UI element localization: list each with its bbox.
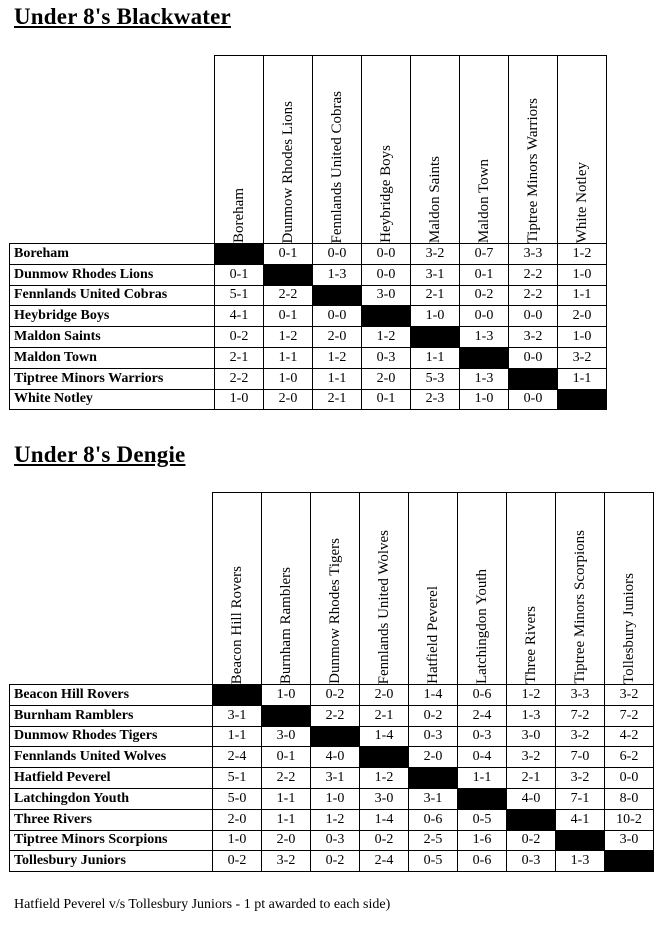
- score-cell: 2-1: [360, 705, 409, 726]
- score-cell: 0-0: [509, 389, 558, 410]
- score-cell: 0-2: [311, 851, 360, 872]
- table-row: [10, 327, 607, 348]
- row-team-name: Latchingdon Youth: [10, 788, 213, 809]
- score-cell: 0-1: [264, 244, 313, 265]
- score-cell: 1-1: [262, 809, 311, 830]
- column-header-label: Heybridge Boys: [378, 145, 394, 243]
- self-match-cell: [409, 768, 458, 789]
- score-cell: 3-2: [507, 747, 556, 768]
- row-team-name: Dunmow Rhodes Tigers: [10, 726, 213, 747]
- score-cell: 1-1: [458, 768, 507, 789]
- score-cell: 8-0: [605, 788, 654, 809]
- column-header-label: Burnham Ramblers: [278, 566, 294, 684]
- results-grid-dengie: [9, 492, 654, 872]
- table-row: [10, 788, 654, 809]
- score-cell: 3-1: [213, 705, 262, 726]
- self-match-cell: [362, 306, 411, 327]
- row-team-name: Dunmow Rhodes Lions: [10, 264, 215, 285]
- score-cell: 2-0: [213, 809, 262, 830]
- score-cell: 2-0: [362, 368, 411, 389]
- score-cell: 2-0: [264, 389, 313, 410]
- column-header-label: Tollesbury Juniors: [621, 572, 637, 684]
- score-cell: 2-4: [213, 747, 262, 768]
- column-header: [458, 493, 507, 685]
- score-cell: 1-3: [460, 368, 509, 389]
- score-cell: 0-3: [507, 851, 556, 872]
- column-header-label: Tiptree Minors Warriors: [525, 97, 541, 243]
- score-cell: 4-1: [556, 809, 605, 830]
- score-cell: 1-2: [264, 327, 313, 348]
- self-match-cell: [458, 788, 507, 809]
- column-header-label: White Notley: [574, 161, 590, 243]
- column-header: [313, 56, 362, 244]
- column-header-label: Dunmow Rhodes Lions: [280, 100, 296, 243]
- score-cell: 3-2: [556, 726, 605, 747]
- score-cell: 1-0: [262, 685, 311, 706]
- score-cell: 1-1: [558, 368, 607, 389]
- results-grid-blackwater: [9, 55, 607, 410]
- column-header-label: Latchingdon Youth: [474, 568, 490, 684]
- column-header-label: Maldon Town: [476, 158, 492, 243]
- self-match-cell: [605, 851, 654, 872]
- score-cell: 0-5: [458, 809, 507, 830]
- score-cell: 1-0: [264, 368, 313, 389]
- score-cell: 1-2: [362, 327, 411, 348]
- score-cell: 2-3: [411, 389, 460, 410]
- score-cell: 5-1: [213, 768, 262, 789]
- score-cell: 0-3: [362, 347, 411, 368]
- score-cell: 0-0: [509, 347, 558, 368]
- score-cell: 3-0: [362, 285, 411, 306]
- score-cell: 2-5: [409, 830, 458, 851]
- score-cell: 0-1: [215, 264, 264, 285]
- column-header-label: Dunmow Rhodes Tigers: [327, 538, 343, 684]
- score-cell: 0-3: [311, 830, 360, 851]
- score-cell: 10-2: [605, 809, 654, 830]
- section-title-blackwater: Under 8's Blackwater: [14, 4, 231, 29]
- column-header-label: Three Rivers: [523, 606, 539, 684]
- score-cell: 2-0: [409, 747, 458, 768]
- section-title-dengie: Under 8's Dengie: [14, 442, 186, 467]
- score-cell: 0-7: [460, 244, 509, 265]
- row-team-name: Fennlands United Wolves: [10, 747, 213, 768]
- column-header: [311, 493, 360, 685]
- score-cell: 3-2: [605, 685, 654, 706]
- row-team-name: Maldon Saints: [10, 327, 215, 348]
- self-match-cell: [509, 368, 558, 389]
- score-cell: 5-1: [215, 285, 264, 306]
- score-cell: 0-5: [409, 851, 458, 872]
- table-row: [10, 389, 607, 410]
- score-cell: 0-4: [458, 747, 507, 768]
- score-cell: 7-1: [556, 788, 605, 809]
- score-cell: 2-0: [313, 327, 362, 348]
- score-cell: 3-1: [411, 264, 460, 285]
- score-cell: 4-1: [215, 306, 264, 327]
- score-cell: 1-2: [313, 347, 362, 368]
- table-row: [10, 726, 654, 747]
- score-cell: 0-1: [460, 264, 509, 285]
- table-row: [10, 851, 654, 872]
- score-cell: 3-3: [556, 685, 605, 706]
- table-row: [10, 685, 654, 706]
- score-cell: 3-0: [262, 726, 311, 747]
- score-cell: 0-2: [360, 830, 409, 851]
- row-team-name: White Notley: [10, 389, 215, 410]
- score-cell: 0-6: [409, 809, 458, 830]
- score-cell: 1-0: [558, 327, 607, 348]
- score-cell: 0-2: [213, 851, 262, 872]
- row-team-name: Boreham: [10, 244, 215, 265]
- score-cell: 1-0: [411, 306, 460, 327]
- table-row: [10, 809, 654, 830]
- score-cell: 1-0: [215, 389, 264, 410]
- score-cell: 1-3: [556, 851, 605, 872]
- score-cell: 0-0: [605, 768, 654, 789]
- table-row: [10, 768, 654, 789]
- column-header: [411, 56, 460, 244]
- score-cell: 1-0: [460, 389, 509, 410]
- score-cell: 0-0: [509, 306, 558, 327]
- score-cell: 5-3: [411, 368, 460, 389]
- table-row: [10, 285, 607, 306]
- score-cell: 1-1: [264, 347, 313, 368]
- column-header: [509, 56, 558, 244]
- column-header: [605, 493, 654, 685]
- score-cell: 2-1: [313, 389, 362, 410]
- score-cell: 1-3: [313, 264, 362, 285]
- score-cell: 7-2: [556, 705, 605, 726]
- column-header: [362, 56, 411, 244]
- score-cell: 1-3: [507, 705, 556, 726]
- table-row: [10, 705, 654, 726]
- score-cell: 3-2: [262, 851, 311, 872]
- score-cell: 0-1: [264, 306, 313, 327]
- score-cell: 3-2: [509, 327, 558, 348]
- score-cell: 1-4: [360, 809, 409, 830]
- row-team-name: Three Rivers: [10, 809, 213, 830]
- score-cell: 1-3: [460, 327, 509, 348]
- table-row: [10, 306, 607, 327]
- score-cell: 1-0: [558, 264, 607, 285]
- table-row: [10, 244, 607, 265]
- score-cell: 0-2: [311, 685, 360, 706]
- score-cell: 0-0: [362, 244, 411, 265]
- score-cell: 2-2: [311, 705, 360, 726]
- self-match-cell: [507, 809, 556, 830]
- corner-blank: [10, 493, 213, 685]
- column-header: [215, 56, 264, 244]
- score-cell: 2-4: [360, 851, 409, 872]
- score-cell: 2-2: [264, 285, 313, 306]
- score-cell: 3-2: [558, 347, 607, 368]
- self-match-cell: [264, 264, 313, 285]
- score-cell: 1-1: [411, 347, 460, 368]
- column-header: [360, 493, 409, 685]
- score-cell: 3-0: [605, 830, 654, 851]
- score-cell: 1-4: [360, 726, 409, 747]
- score-cell: 3-0: [360, 788, 409, 809]
- score-cell: 2-1: [507, 768, 556, 789]
- score-cell: 4-2: [605, 726, 654, 747]
- self-match-cell: [262, 705, 311, 726]
- column-header: [507, 493, 556, 685]
- self-match-cell: [360, 747, 409, 768]
- column-header: [409, 493, 458, 685]
- self-match-cell: [213, 685, 262, 706]
- score-cell: 0-2: [409, 705, 458, 726]
- score-cell: 1-1: [313, 368, 362, 389]
- score-cell: 4-0: [311, 747, 360, 768]
- score-cell: 1-0: [311, 788, 360, 809]
- score-cell: 2-4: [458, 705, 507, 726]
- self-match-cell: [556, 830, 605, 851]
- score-cell: 0-3: [458, 726, 507, 747]
- score-cell: 0-0: [313, 244, 362, 265]
- score-cell: 2-0: [262, 830, 311, 851]
- score-cell: 2-2: [215, 368, 264, 389]
- score-cell: 3-2: [411, 244, 460, 265]
- score-cell: 2-2: [509, 264, 558, 285]
- column-header: [460, 56, 509, 244]
- column-header-label: Tiptree Minors Scorpions: [572, 530, 588, 684]
- score-cell: 1-1: [213, 726, 262, 747]
- column-header-label: Beacon Hill Rovers: [229, 565, 245, 684]
- self-match-cell: [215, 244, 264, 265]
- score-cell: 7-2: [605, 705, 654, 726]
- score-cell: 0-2: [507, 830, 556, 851]
- score-cell: 5-0: [213, 788, 262, 809]
- row-team-name: Fennlands United Cobras: [10, 285, 215, 306]
- score-cell: 1-1: [262, 788, 311, 809]
- score-cell: 2-1: [215, 347, 264, 368]
- score-cell: 0-0: [460, 306, 509, 327]
- score-cell: 3-1: [409, 788, 458, 809]
- score-cell: 1-6: [458, 830, 507, 851]
- score-cell: 2-0: [360, 685, 409, 706]
- score-cell: 2-2: [509, 285, 558, 306]
- score-cell: 1-2: [360, 768, 409, 789]
- score-cell: 2-2: [262, 768, 311, 789]
- score-cell: 3-3: [509, 244, 558, 265]
- score-cell: 0-0: [362, 264, 411, 285]
- column-header-label: Fennlands United Cobras: [329, 90, 345, 243]
- column-header: [262, 493, 311, 685]
- score-cell: 1-1: [558, 285, 607, 306]
- score-cell: 0-1: [262, 747, 311, 768]
- column-header-label: Hatfield Peverel: [425, 586, 441, 684]
- row-team-name: Tiptree Minors Scorpions: [10, 830, 213, 851]
- column-header: [556, 493, 605, 685]
- score-cell: 1-0: [213, 830, 262, 851]
- row-team-name: Maldon Town: [10, 347, 215, 368]
- score-cell: 1-2: [558, 244, 607, 265]
- row-team-name: Burnham Ramblers: [10, 705, 213, 726]
- score-cell: 2-1: [411, 285, 460, 306]
- column-header-label: Boreham: [231, 188, 247, 243]
- footnote: Hatfield Peverel v/s Tollesbury Juniors - 1 pt awarded to each side): [14, 897, 391, 912]
- score-cell: 1-4: [409, 685, 458, 706]
- column-header: [264, 56, 313, 244]
- row-team-name: Tollesbury Juniors: [10, 851, 213, 872]
- self-match-cell: [411, 327, 460, 348]
- score-cell: 0-0: [313, 306, 362, 327]
- table-row: [10, 347, 607, 368]
- score-cell: 0-3: [409, 726, 458, 747]
- row-team-name: Heybridge Boys: [10, 306, 215, 327]
- table-row: [10, 830, 654, 851]
- self-match-cell: [558, 389, 607, 410]
- table-row: [10, 264, 607, 285]
- score-cell: 4-0: [507, 788, 556, 809]
- column-header: [213, 493, 262, 685]
- score-cell: 0-2: [460, 285, 509, 306]
- score-cell: 2-0: [558, 306, 607, 327]
- column-header-label: Fennlands United Wolves: [376, 529, 392, 684]
- table-row: [10, 747, 654, 768]
- row-team-name: Hatfield Peverel: [10, 768, 213, 789]
- self-match-cell: [311, 726, 360, 747]
- row-team-name: Tiptree Minors Warriors: [10, 368, 215, 389]
- score-cell: 0-2: [215, 327, 264, 348]
- score-cell: 0-6: [458, 851, 507, 872]
- score-cell: 3-0: [507, 726, 556, 747]
- score-cell: 0-6: [458, 685, 507, 706]
- score-cell: 7-0: [556, 747, 605, 768]
- row-team-name: Beacon Hill Rovers: [10, 685, 213, 706]
- score-cell: 1-2: [311, 809, 360, 830]
- column-header-label: Maldon Saints: [427, 155, 443, 243]
- score-cell: 6-2: [605, 747, 654, 768]
- score-cell: 3-2: [556, 768, 605, 789]
- score-cell: 0-1: [362, 389, 411, 410]
- column-header: [558, 56, 607, 244]
- score-cell: 3-1: [311, 768, 360, 789]
- self-match-cell: [313, 285, 362, 306]
- table-row: [10, 368, 607, 389]
- self-match-cell: [460, 347, 509, 368]
- corner-blank: [10, 56, 215, 244]
- score-cell: 1-2: [507, 685, 556, 706]
